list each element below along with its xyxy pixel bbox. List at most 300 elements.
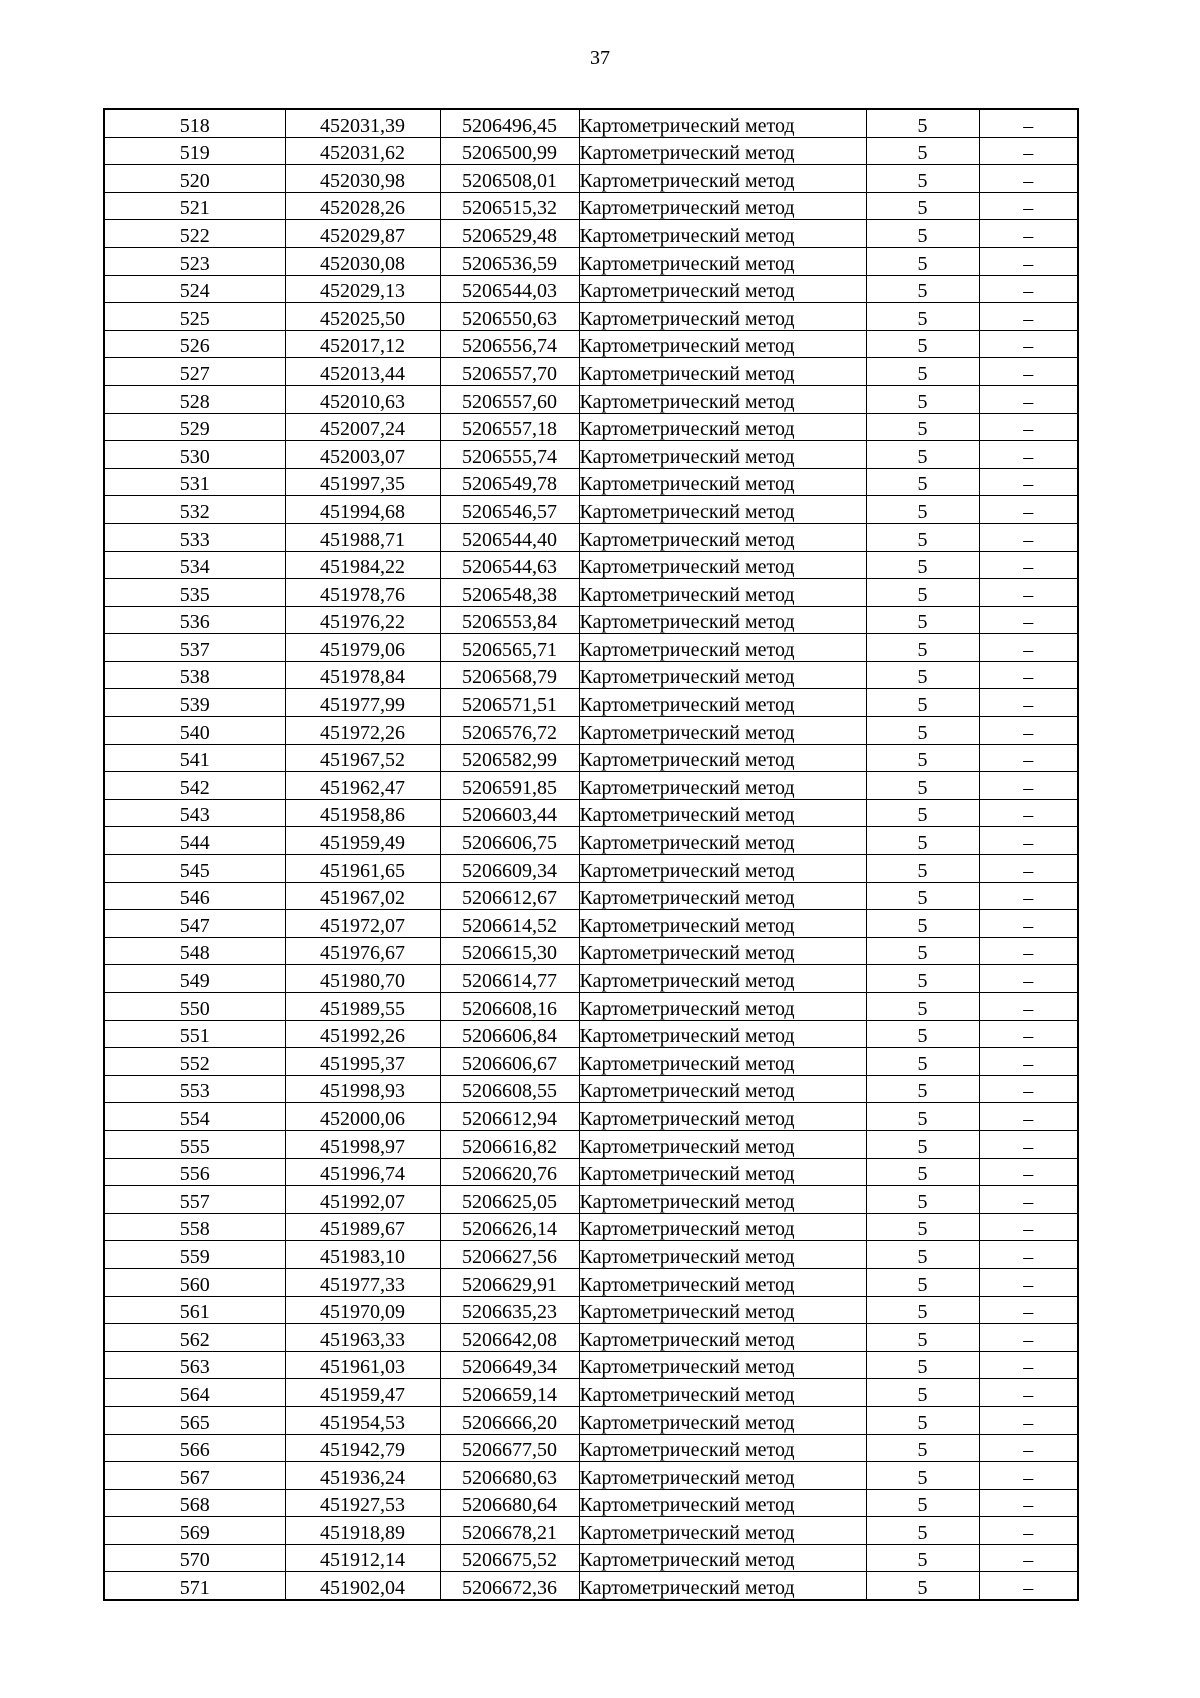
x-coordinate-cell: 451983,10: [285, 1241, 440, 1269]
method-cell: Картометрический метод: [579, 1379, 866, 1407]
accuracy-cell: 5: [866, 330, 979, 358]
method-cell: Картометрический метод: [579, 1020, 866, 1048]
note-cell: –: [979, 1296, 1078, 1324]
point-number-cell: 542: [104, 772, 285, 800]
accuracy-cell: 5: [866, 799, 979, 827]
y-coordinate-cell: 5206557,70: [440, 358, 579, 386]
table-row: [104, 1130, 1078, 1158]
x-coordinate-cell: 451918,89: [285, 1517, 440, 1545]
method-cell: Картометрический метод: [579, 192, 866, 220]
point-number-cell: 549: [104, 965, 285, 993]
note-cell: –: [979, 1379, 1078, 1407]
table-row: [104, 220, 1078, 248]
table-row: [104, 1241, 1078, 1269]
accuracy-cell: 5: [866, 606, 979, 634]
note-cell: –: [979, 799, 1078, 827]
note-cell: –: [979, 1517, 1078, 1545]
note-cell: –: [979, 965, 1078, 993]
x-coordinate-cell: 451989,55: [285, 993, 440, 1021]
note-cell: –: [979, 1158, 1078, 1186]
point-number-cell: 553: [104, 1075, 285, 1103]
y-coordinate-cell: 5206556,74: [440, 330, 579, 358]
accuracy-cell: 5: [866, 523, 979, 551]
point-number-cell: 522: [104, 220, 285, 248]
y-coordinate-cell: 5206555,74: [440, 441, 579, 469]
method-cell: Картометрический метод: [579, 1213, 866, 1241]
x-coordinate-cell: 451959,47: [285, 1379, 440, 1407]
table-row: [104, 1544, 1078, 1572]
x-coordinate-cell: 452003,07: [285, 441, 440, 469]
accuracy-cell: 5: [866, 579, 979, 607]
y-coordinate-cell: 5206529,48: [440, 220, 579, 248]
method-cell: Картометрический метод: [579, 855, 866, 883]
y-coordinate-cell: 5206557,60: [440, 385, 579, 413]
method-cell: Картометрический метод: [579, 1489, 866, 1517]
x-coordinate-cell: 451967,52: [285, 744, 440, 772]
method-cell: Картометрический метод: [579, 772, 866, 800]
note-cell: –: [979, 1462, 1078, 1490]
point-number-cell: 562: [104, 1324, 285, 1352]
note-cell: –: [979, 165, 1078, 193]
method-cell: Картометрический метод: [579, 1075, 866, 1103]
table-row: [104, 413, 1078, 441]
x-coordinate-cell: 452017,12: [285, 330, 440, 358]
note-cell: –: [979, 1075, 1078, 1103]
method-cell: Картометрический метод: [579, 441, 866, 469]
accuracy-cell: 5: [866, 1462, 979, 1490]
point-number-cell: 536: [104, 606, 285, 634]
accuracy-cell: 5: [866, 551, 979, 579]
x-coordinate-cell: 452031,62: [285, 137, 440, 165]
accuracy-cell: 5: [866, 441, 979, 469]
accuracy-cell: 5: [866, 634, 979, 662]
method-cell: Картометрический метод: [579, 1434, 866, 1462]
note-cell: –: [979, 1130, 1078, 1158]
method-cell: Картометрический метод: [579, 634, 866, 662]
x-coordinate-cell: 451998,97: [285, 1130, 440, 1158]
y-coordinate-cell: 5206515,32: [440, 192, 579, 220]
table-row: [104, 1020, 1078, 1048]
y-coordinate-cell: 5206614,77: [440, 965, 579, 993]
accuracy-cell: 5: [866, 1517, 979, 1545]
method-cell: Картометрический метод: [579, 1406, 866, 1434]
note-cell: –: [979, 275, 1078, 303]
table-row: [104, 1517, 1078, 1545]
table-row: [104, 689, 1078, 717]
x-coordinate-cell: 451978,76: [285, 579, 440, 607]
point-number-cell: 538: [104, 661, 285, 689]
method-cell: Картометрический метод: [579, 910, 866, 938]
accuracy-cell: 5: [866, 109, 979, 137]
accuracy-cell: 5: [866, 137, 979, 165]
accuracy-cell: 5: [866, 772, 979, 800]
y-coordinate-cell: 5206616,82: [440, 1130, 579, 1158]
accuracy-cell: 5: [866, 1213, 979, 1241]
method-cell: Картометрический метод: [579, 358, 866, 386]
x-coordinate-cell: 452010,63: [285, 385, 440, 413]
accuracy-cell: 5: [866, 1075, 979, 1103]
x-coordinate-cell: 452013,44: [285, 358, 440, 386]
accuracy-cell: 5: [866, 993, 979, 1021]
method-cell: Картометрический метод: [579, 523, 866, 551]
method-cell: Картометрический метод: [579, 303, 866, 331]
table-row: [104, 330, 1078, 358]
table-row: [104, 385, 1078, 413]
note-cell: –: [979, 993, 1078, 1021]
point-number-cell: 571: [104, 1572, 285, 1600]
y-coordinate-cell: 5206582,99: [440, 744, 579, 772]
y-coordinate-cell: 5206666,20: [440, 1406, 579, 1434]
table-row: [104, 717, 1078, 745]
x-coordinate-cell: 451989,67: [285, 1213, 440, 1241]
note-cell: –: [979, 330, 1078, 358]
table-row: [104, 1351, 1078, 1379]
note-cell: –: [979, 827, 1078, 855]
method-cell: Картометрический метод: [579, 937, 866, 965]
accuracy-cell: 5: [866, 496, 979, 524]
x-coordinate-cell: 451994,68: [285, 496, 440, 524]
table-row: [104, 882, 1078, 910]
x-coordinate-cell: 451942,79: [285, 1434, 440, 1462]
method-cell: Картометрический метод: [579, 993, 866, 1021]
accuracy-cell: 5: [866, 1020, 979, 1048]
point-number-cell: 558: [104, 1213, 285, 1241]
table-row: [104, 1158, 1078, 1186]
accuracy-cell: 5: [866, 1296, 979, 1324]
y-coordinate-cell: 5206615,30: [440, 937, 579, 965]
note-cell: –: [979, 1434, 1078, 1462]
table-row: [104, 827, 1078, 855]
x-coordinate-cell: 452029,13: [285, 275, 440, 303]
accuracy-cell: 5: [866, 1103, 979, 1131]
table-row: [104, 523, 1078, 551]
y-coordinate-cell: 5206672,36: [440, 1572, 579, 1600]
accuracy-cell: 5: [866, 165, 979, 193]
accuracy-cell: 5: [866, 275, 979, 303]
y-coordinate-cell: 5206659,14: [440, 1379, 579, 1407]
x-coordinate-cell: 451967,02: [285, 882, 440, 910]
accuracy-cell: 5: [866, 827, 979, 855]
point-number-cell: 554: [104, 1103, 285, 1131]
accuracy-cell: 5: [866, 937, 979, 965]
accuracy-cell: 5: [866, 1241, 979, 1269]
x-coordinate-cell: 451961,65: [285, 855, 440, 883]
table-row: [104, 1186, 1078, 1214]
point-number-cell: 541: [104, 744, 285, 772]
table-row: [104, 358, 1078, 386]
y-coordinate-cell: 5206614,52: [440, 910, 579, 938]
x-coordinate-cell: 451992,26: [285, 1020, 440, 1048]
y-coordinate-cell: 5206565,71: [440, 634, 579, 662]
method-cell: Картометрический метод: [579, 1351, 866, 1379]
point-number-cell: 527: [104, 358, 285, 386]
method-cell: Картометрический метод: [579, 220, 866, 248]
note-cell: –: [979, 523, 1078, 551]
point-number-cell: 557: [104, 1186, 285, 1214]
x-coordinate-cell: 451972,26: [285, 717, 440, 745]
y-coordinate-cell: 5206606,67: [440, 1048, 579, 1076]
point-number-cell: 555: [104, 1130, 285, 1158]
point-number-cell: 565: [104, 1406, 285, 1434]
note-cell: –: [979, 661, 1078, 689]
point-number-cell: 533: [104, 523, 285, 551]
table-row: [104, 965, 1078, 993]
x-coordinate-cell: 452031,39: [285, 109, 440, 137]
accuracy-cell: 5: [866, 1186, 979, 1214]
table-row: [104, 1489, 1078, 1517]
y-coordinate-cell: 5206625,05: [440, 1186, 579, 1214]
point-number-cell: 520: [104, 165, 285, 193]
x-coordinate-cell: 451979,06: [285, 634, 440, 662]
x-coordinate-cell: 452030,08: [285, 247, 440, 275]
method-cell: Картометрический метод: [579, 882, 866, 910]
y-coordinate-cell: 5206629,91: [440, 1268, 579, 1296]
table-row: [104, 606, 1078, 634]
method-cell: Картометрический метод: [579, 827, 866, 855]
note-cell: –: [979, 689, 1078, 717]
accuracy-cell: 5: [866, 1489, 979, 1517]
y-coordinate-cell: 5206508,01: [440, 165, 579, 193]
y-coordinate-cell: 5206544,40: [440, 523, 579, 551]
table-row: [104, 551, 1078, 579]
accuracy-cell: 5: [866, 1268, 979, 1296]
table-row: [104, 247, 1078, 275]
note-cell: –: [979, 1489, 1078, 1517]
x-coordinate-cell: 451962,47: [285, 772, 440, 800]
note-cell: –: [979, 1544, 1078, 1572]
point-number-cell: 569: [104, 1517, 285, 1545]
y-coordinate-cell: 5206608,55: [440, 1075, 579, 1103]
point-number-cell: 540: [104, 717, 285, 745]
table-row: [104, 441, 1078, 469]
note-cell: –: [979, 1186, 1078, 1214]
point-number-cell: 563: [104, 1351, 285, 1379]
method-cell: Картометрический метод: [579, 385, 866, 413]
table-row: [104, 1462, 1078, 1490]
note-cell: –: [979, 855, 1078, 883]
y-coordinate-cell: 5206675,52: [440, 1544, 579, 1572]
x-coordinate-cell: 452030,98: [285, 165, 440, 193]
point-number-cell: 564: [104, 1379, 285, 1407]
method-cell: Картометрический метод: [579, 744, 866, 772]
y-coordinate-cell: 5206576,72: [440, 717, 579, 745]
accuracy-cell: 5: [866, 1158, 979, 1186]
method-cell: Картометрический метод: [579, 496, 866, 524]
method-cell: Картометрический метод: [579, 247, 866, 275]
y-coordinate-cell: 5206557,18: [440, 413, 579, 441]
y-coordinate-cell: 5206546,57: [440, 496, 579, 524]
y-coordinate-cell: 5206680,64: [440, 1489, 579, 1517]
x-coordinate-cell: 451902,04: [285, 1572, 440, 1600]
table-row: [104, 772, 1078, 800]
method-cell: Картометрический метод: [579, 1462, 866, 1490]
y-coordinate-cell: 5206544,63: [440, 551, 579, 579]
point-number-cell: 550: [104, 993, 285, 1021]
table-row: [104, 137, 1078, 165]
x-coordinate-cell: 451995,37: [285, 1048, 440, 1076]
accuracy-cell: 5: [866, 1130, 979, 1158]
table-row: [104, 165, 1078, 193]
x-coordinate-cell: 451992,07: [285, 1186, 440, 1214]
x-coordinate-cell: 452000,06: [285, 1103, 440, 1131]
table-row: [104, 303, 1078, 331]
note-cell: –: [979, 882, 1078, 910]
y-coordinate-cell: 5206609,34: [440, 855, 579, 883]
table-row: [104, 937, 1078, 965]
accuracy-cell: 5: [866, 220, 979, 248]
accuracy-cell: 5: [866, 1379, 979, 1407]
y-coordinate-cell: 5206612,67: [440, 882, 579, 910]
method-cell: Картометрический метод: [579, 1572, 866, 1600]
y-coordinate-cell: 5206550,63: [440, 303, 579, 331]
x-coordinate-cell: 451978,84: [285, 661, 440, 689]
page-number: 37: [590, 47, 610, 69]
point-number-cell: 548: [104, 937, 285, 965]
y-coordinate-cell: 5206553,84: [440, 606, 579, 634]
accuracy-cell: 5: [866, 965, 979, 993]
point-number-cell: 528: [104, 385, 285, 413]
method-cell: Картометрический метод: [579, 165, 866, 193]
x-coordinate-cell: 451980,70: [285, 965, 440, 993]
note-cell: –: [979, 551, 1078, 579]
table-row: [104, 1048, 1078, 1076]
table-row: [104, 855, 1078, 883]
accuracy-cell: 5: [866, 910, 979, 938]
x-coordinate-cell: 451972,07: [285, 910, 440, 938]
x-coordinate-cell: 451977,33: [285, 1268, 440, 1296]
x-coordinate-cell: 451959,49: [285, 827, 440, 855]
y-coordinate-cell: 5206680,63: [440, 1462, 579, 1490]
note-cell: –: [979, 468, 1078, 496]
y-coordinate-cell: 5206568,79: [440, 661, 579, 689]
point-number-cell: 551: [104, 1020, 285, 1048]
note-cell: –: [979, 1213, 1078, 1241]
note-cell: –: [979, 385, 1078, 413]
y-coordinate-cell: 5206571,51: [440, 689, 579, 717]
method-cell: Картометрический метод: [579, 468, 866, 496]
note-cell: –: [979, 606, 1078, 634]
y-coordinate-cell: 5206536,59: [440, 247, 579, 275]
x-coordinate-cell: 451954,53: [285, 1406, 440, 1434]
method-cell: Картометрический метод: [579, 799, 866, 827]
note-cell: –: [979, 1572, 1078, 1600]
table-row: [104, 661, 1078, 689]
point-number-cell: 537: [104, 634, 285, 662]
table-row: [104, 1434, 1078, 1462]
method-cell: Картометрический метод: [579, 1544, 866, 1572]
point-number-cell: 570: [104, 1544, 285, 1572]
note-cell: –: [979, 137, 1078, 165]
note-cell: –: [979, 109, 1078, 137]
accuracy-cell: 5: [866, 413, 979, 441]
y-coordinate-cell: 5206635,23: [440, 1296, 579, 1324]
note-cell: –: [979, 744, 1078, 772]
accuracy-cell: 5: [866, 303, 979, 331]
y-coordinate-cell: 5206608,16: [440, 993, 579, 1021]
x-coordinate-cell: 452025,50: [285, 303, 440, 331]
table-row: [104, 799, 1078, 827]
table-row: [104, 1213, 1078, 1241]
y-coordinate-cell: 5206626,14: [440, 1213, 579, 1241]
method-cell: Картометрический метод: [579, 1324, 866, 1352]
x-coordinate-cell: 451970,09: [285, 1296, 440, 1324]
table-row: [104, 1379, 1078, 1407]
note-cell: –: [979, 441, 1078, 469]
y-coordinate-cell: 5206627,56: [440, 1241, 579, 1269]
accuracy-cell: 5: [866, 661, 979, 689]
table-row: [104, 468, 1078, 496]
note-cell: –: [979, 1268, 1078, 1296]
method-cell: Картометрический метод: [579, 330, 866, 358]
note-cell: –: [979, 1406, 1078, 1434]
y-coordinate-cell: 5206612,94: [440, 1103, 579, 1131]
method-cell: Картометрический метод: [579, 551, 866, 579]
accuracy-cell: 5: [866, 1351, 979, 1379]
y-coordinate-cell: 5206649,34: [440, 1351, 579, 1379]
method-cell: Картометрический метод: [579, 1241, 866, 1269]
note-cell: –: [979, 1351, 1078, 1379]
method-cell: Картометрический метод: [579, 1268, 866, 1296]
note-cell: –: [979, 1048, 1078, 1076]
method-cell: Картометрический метод: [579, 109, 866, 137]
table-row: [104, 109, 1078, 137]
x-coordinate-cell: 452029,87: [285, 220, 440, 248]
point-number-cell: 521: [104, 192, 285, 220]
note-cell: –: [979, 303, 1078, 331]
y-coordinate-cell: 5206642,08: [440, 1324, 579, 1352]
note-cell: –: [979, 717, 1078, 745]
table-row: [104, 1296, 1078, 1324]
point-number-cell: 531: [104, 468, 285, 496]
x-coordinate-cell: 451927,53: [285, 1489, 440, 1517]
coordinates-table: [103, 108, 1079, 1601]
method-cell: Картометрический метод: [579, 1186, 866, 1214]
accuracy-cell: 5: [866, 1048, 979, 1076]
y-coordinate-cell: 5206620,76: [440, 1158, 579, 1186]
x-coordinate-cell: 451976,22: [285, 606, 440, 634]
note-cell: –: [979, 1020, 1078, 1048]
note-cell: –: [979, 634, 1078, 662]
coordinates-table-body: [104, 109, 1078, 1600]
x-coordinate-cell: 451996,74: [285, 1158, 440, 1186]
x-coordinate-cell: 452028,26: [285, 192, 440, 220]
point-number-cell: 545: [104, 855, 285, 883]
method-cell: Картометрический метод: [579, 1296, 866, 1324]
method-cell: Картометрический метод: [579, 137, 866, 165]
accuracy-cell: 5: [866, 468, 979, 496]
x-coordinate-cell: 451977,99: [285, 689, 440, 717]
method-cell: Картометрический метод: [579, 1517, 866, 1545]
point-number-cell: 518: [104, 109, 285, 137]
point-number-cell: 556: [104, 1158, 285, 1186]
point-number-cell: 529: [104, 413, 285, 441]
method-cell: Картометрический метод: [579, 606, 866, 634]
note-cell: –: [979, 772, 1078, 800]
method-cell: Картометрический метод: [579, 689, 866, 717]
x-coordinate-cell: 451976,67: [285, 937, 440, 965]
point-number-cell: 539: [104, 689, 285, 717]
table-row: [104, 1103, 1078, 1131]
point-number-cell: 559: [104, 1241, 285, 1269]
note-cell: –: [979, 496, 1078, 524]
accuracy-cell: 5: [866, 1406, 979, 1434]
table-row: [104, 1324, 1078, 1352]
note-cell: –: [979, 910, 1078, 938]
method-cell: Картометрический метод: [579, 1103, 866, 1131]
table-row: [104, 910, 1078, 938]
point-number-cell: 525: [104, 303, 285, 331]
point-number-cell: 552: [104, 1048, 285, 1076]
